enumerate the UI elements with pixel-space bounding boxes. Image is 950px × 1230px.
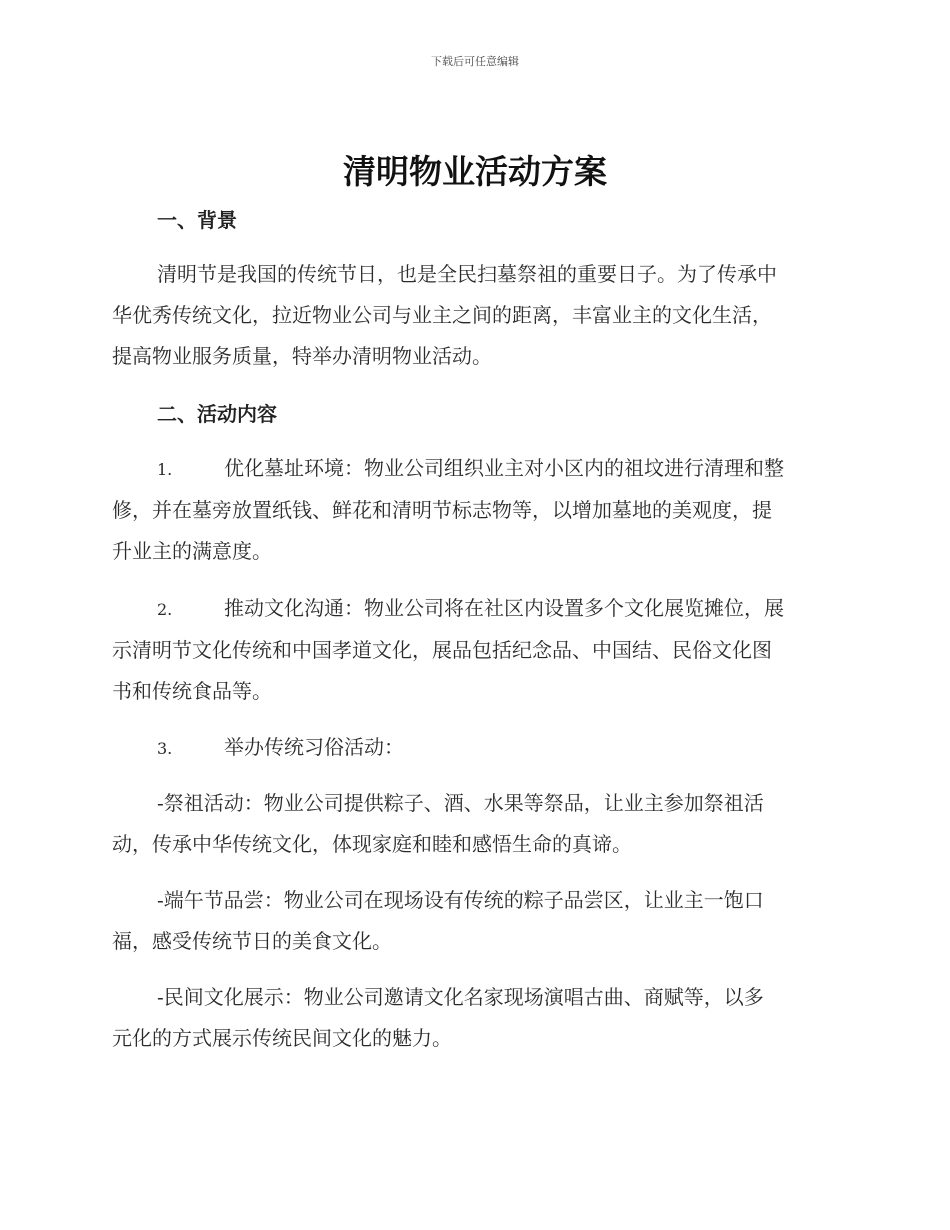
paragraph-line: 元化的方式展示传统民间文化的魅力。 [112,1026,452,1050]
sub-item-food-tasting [112,880,832,962]
list-item-1 [112,448,832,572]
list-item-3 [112,727,832,769]
paragraph-line: -端午节品尝：物业公司在现场设有传统的粽子品尝区，让业主一饱口 [157,888,764,912]
paragraph-line: 升业主的满意度。 [112,539,272,563]
list-number: 2. [157,600,173,619]
list-item-text: 优化墓址环境：物业公司组织业主对小区内的祖坟进行清理和整 [224,456,784,480]
paragraph-line: 提高物业服务质量，特举办清明物业活动。 [112,344,492,368]
list-number: 3. [157,739,173,758]
list-item-text: 举办传统习俗活动： [224,735,404,759]
paragraph-line: 修，并在墓旁放置纸钱、鲜花和清明节标志物等，以增加墓地的美观度，提 [112,498,772,522]
list-item-first-line [112,448,832,490]
list-item-first-line [112,588,832,630]
paragraph-line: 动，传承中华传统文化，体现家庭和睦和感悟生命的真谛。 [112,832,632,856]
background-paragraph [112,254,832,377]
paragraph-line: -民间文化展示：物业公司邀请文化名家现场演唱古曲、商赋等，以多 [157,985,764,1009]
list-number: 1. [157,460,173,479]
list-item-text: 推动文化沟通：物业公司将在社区内设置多个文化展览摊位，展 [224,596,784,620]
sub-item-folk-culture [112,977,832,1059]
paragraph-line: 书和传统食品等。 [112,679,272,703]
paragraph-line: -祭祖活动：物业公司提供粽子、酒、水果等祭品，让业主参加祭祖活 [157,791,764,815]
header-note: 下载后可任意编辑 [431,55,519,68]
list-item-first-line [112,727,832,769]
section-heading-activities: 二、活动内容 [157,402,277,426]
paragraph-line: 福，感受传统节日的美食文化。 [112,929,392,953]
document-title: 清明物业活动方案 [343,152,607,191]
paragraph-line: 示清明节文化传统和中国孝道文化，展品包括纪念品、中国结、民俗文化图 [112,638,772,662]
list-item-2 [112,588,832,712]
paragraph-line: 清明节是我国的传统节日，也是全民扫墓祭祖的重要日子。为了传承中 [157,262,777,286]
paragraph-line: 华优秀传统文化，拉近物业公司与业主之间的距离，丰富业主的文化生活， [112,303,772,327]
sub-item-ancestor-worship [112,783,832,865]
section-heading-background: 一、背景 [157,208,237,232]
